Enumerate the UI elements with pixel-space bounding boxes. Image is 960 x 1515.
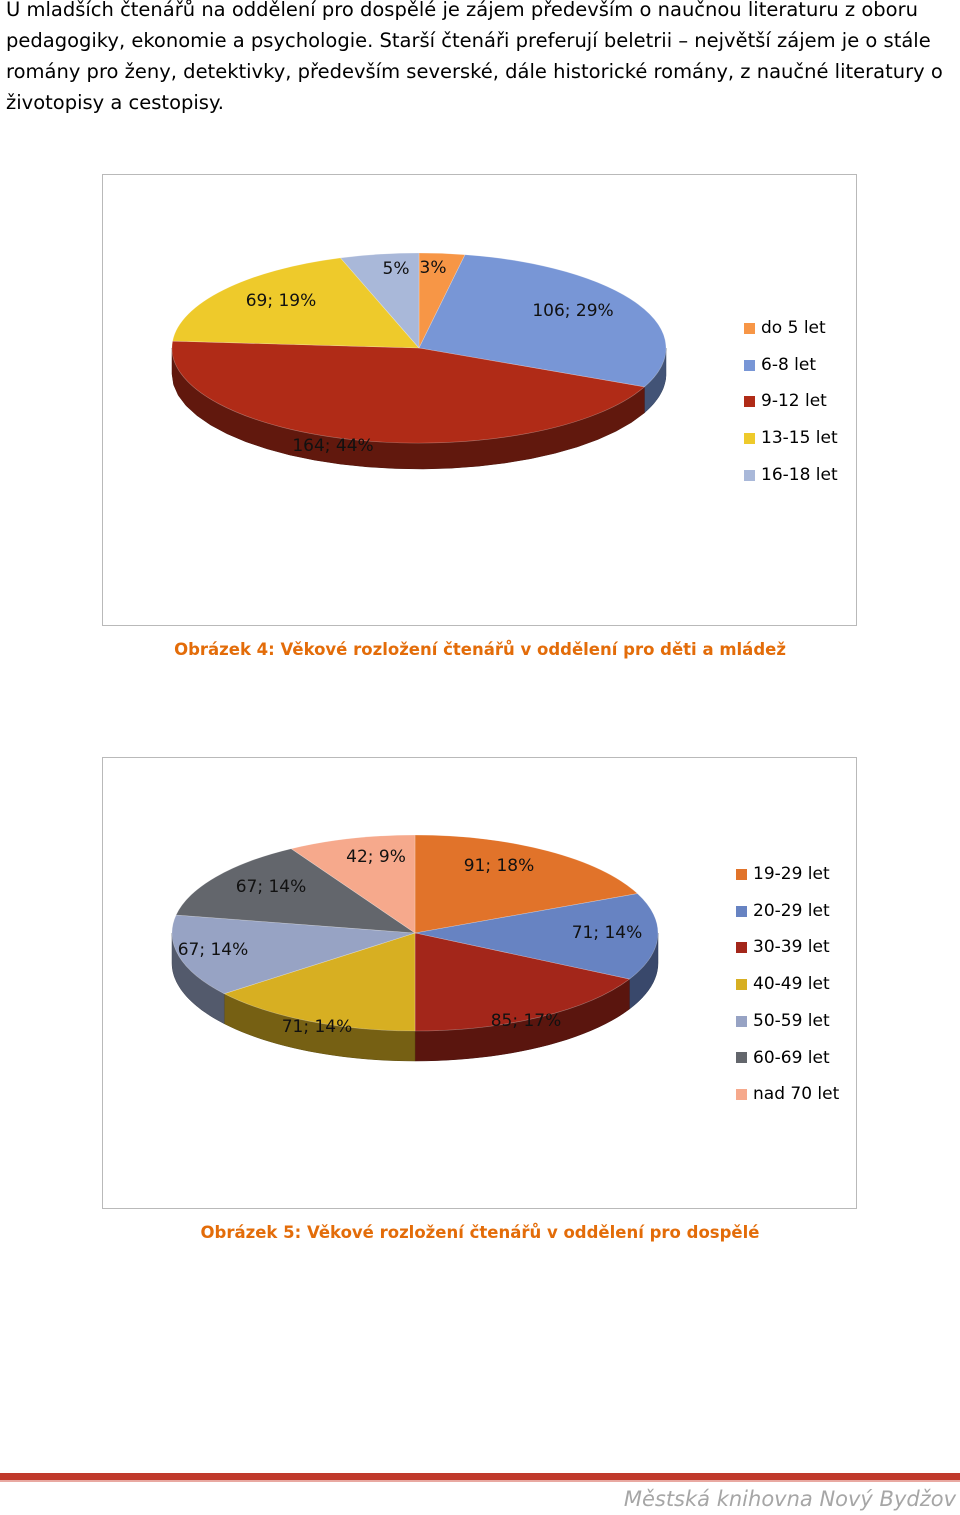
data-label-50-59-let: 67; 14% — [177, 940, 249, 960]
legend-label: 19-29 let — [753, 864, 830, 884]
legend-item-16-18-let — [744, 457, 838, 494]
caption-figure-4: Obrázek 4: Věkové rozložení čtenářů v oddělení pro děti a mládež — [174, 640, 786, 659]
legend-item-50-59-let — [736, 1003, 839, 1040]
data-label-30-39-let: 85; 17% — [490, 1011, 562, 1031]
data-label-13-15-let: 69; 19% — [245, 291, 317, 311]
legend-item-9-12-let — [744, 383, 838, 420]
legend-label: do 5 let — [761, 318, 826, 338]
data-label-60-69-let: 67; 14% — [235, 877, 307, 897]
legend-item-19-29-let — [736, 856, 839, 893]
data-label-do-5-let: 3% — [419, 258, 447, 278]
legend-label: 13-15 let — [761, 428, 838, 449]
legend-swatch — [736, 906, 747, 917]
legend-swatch — [744, 396, 755, 407]
footer-library-name: Městská knihovna Nový Bydžov — [623, 1487, 956, 1511]
legend-children — [744, 310, 838, 494]
legend-label: 60-69 let — [753, 1047, 830, 1068]
caption-figure-5: Obrázek 5: Věkové rozložení čtenářů v oddělení pro dospělé — [200, 1223, 760, 1242]
legend-swatch — [736, 979, 747, 990]
legend-swatch — [744, 470, 755, 481]
legend-item-13-15-let — [744, 420, 838, 457]
legend-label: 40-49 let — [753, 974, 830, 995]
legend-swatch — [744, 323, 755, 334]
legend-swatch — [736, 869, 747, 880]
legend-item-60-69-let — [736, 1040, 839, 1077]
legend-item-20-29-let — [736, 893, 839, 930]
legend-adults — [736, 856, 839, 1113]
legend-swatch — [736, 1089, 747, 1100]
legend-label: 16-18 let — [761, 464, 838, 485]
legend-label: 9-12 let — [761, 391, 827, 412]
chart-children-age — [102, 174, 857, 626]
legend-swatch — [736, 1052, 747, 1063]
legend-label: nad 70 let — [753, 1084, 840, 1105]
legend-swatch — [744, 433, 755, 444]
data-label-6-8-let: 106; 29% — [532, 301, 614, 321]
data-label-9-12-let: 164; 44% — [292, 436, 374, 456]
data-label-40-49-let: 71; 14% — [281, 1017, 353, 1037]
legend-swatch — [744, 360, 755, 371]
legend-item-6-8-let — [744, 347, 838, 384]
legend-item-nad-70-let — [736, 1076, 839, 1113]
data-label-19-29-let: 91; 18% — [463, 856, 535, 876]
footer-rule — [0, 1473, 960, 1482]
data-label-nad-70-let: 42; 9% — [346, 847, 406, 867]
chart-adults-age — [102, 757, 857, 1209]
legend-item-do-5-let — [744, 310, 838, 347]
data-label-16-18-let: 5% — [382, 259, 410, 279]
intro-paragraph: U mladších čtenářů na oddělení pro dospělé je zájem především o naučnou literaturu z oboru pedagogiky, ekonomie a psychologie. Starší čtenáři preferují beletrii – největší zájem je o stále romány pro ženy, detektivky, především severské, dále historické romány, z naučné literatury o životopisy a cestopisy. — [6, 0, 943, 114]
legend-label: 20-29 let — [753, 900, 830, 921]
legend-swatch — [736, 1016, 747, 1027]
legend-label: 6-8 let — [761, 354, 817, 375]
legend-item-40-49-let — [736, 966, 839, 1003]
legend-label: 30-39 let — [753, 937, 830, 958]
data-label-20-29-let: 71; 14% — [571, 923, 643, 943]
legend-item-30-39-let — [736, 929, 839, 966]
legend-swatch — [736, 942, 747, 953]
legend-label: 50-59 let — [753, 1010, 830, 1031]
